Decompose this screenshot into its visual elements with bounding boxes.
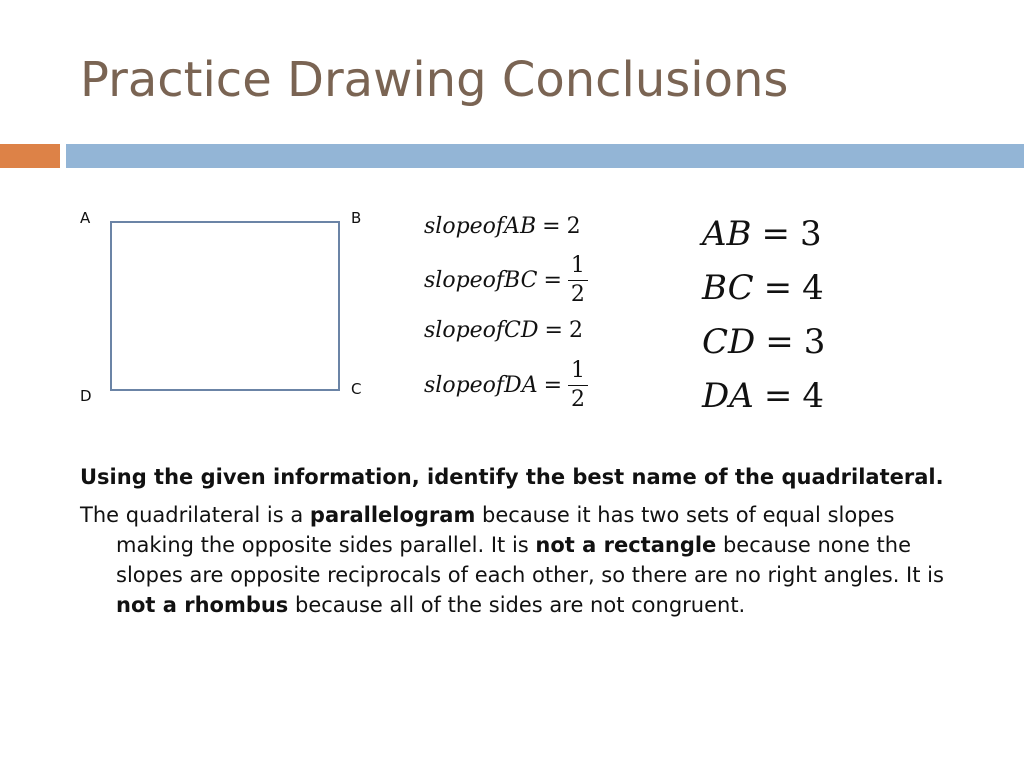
fraction: $\frac{1}{2}$: [568, 255, 588, 306]
fraction: $\frac{1}{2}$: [568, 360, 588, 411]
quadrilateral-shape: [110, 221, 340, 391]
length-da: DA = 4: [702, 376, 824, 416]
slide-title: Practice Drawing Conclusions: [80, 52, 789, 108]
length-cd: CD = 3: [702, 322, 826, 362]
vertex-label-a: A: [80, 209, 91, 227]
keyword-not-rectangle: not a rectangle: [535, 533, 717, 557]
accent-bar-blue: [66, 144, 1024, 168]
answer-text: The quadrilateral is a parallelogram because it has two sets of equal slopes making the opposite sides parallel. It is not a rectangle because none the slopes are opposite reciprocals of each other, so there are no right angles. It is not a rhombus because all of the sides are not congruent.: [80, 503, 944, 617]
slope-cd: slopeofCD = 2: [424, 318, 583, 343]
slope-ab: slopeofAB = 2: [424, 214, 581, 239]
length-bc: BC = 4: [702, 268, 824, 308]
question-text: Using the given information, identify the best name of the quadrilateral.: [80, 465, 944, 489]
vertex-label-b: B: [351, 209, 362, 227]
slope-da: slopeofDA = $\frac{1}{2}$: [424, 360, 588, 411]
vertex-label-d: D: [80, 387, 92, 405]
vertex-label-c: C: [351, 380, 362, 398]
keyword-parallelogram: parallelogram: [309, 503, 476, 527]
body-text: [80, 462, 970, 620]
length-ab: AB = 3: [702, 214, 822, 254]
slope-bc: slopeofBC = $\frac{1}{2}$: [424, 255, 588, 306]
keyword-not-rhombus: not a rhombus: [116, 593, 289, 617]
accent-bar-orange: [0, 144, 60, 168]
